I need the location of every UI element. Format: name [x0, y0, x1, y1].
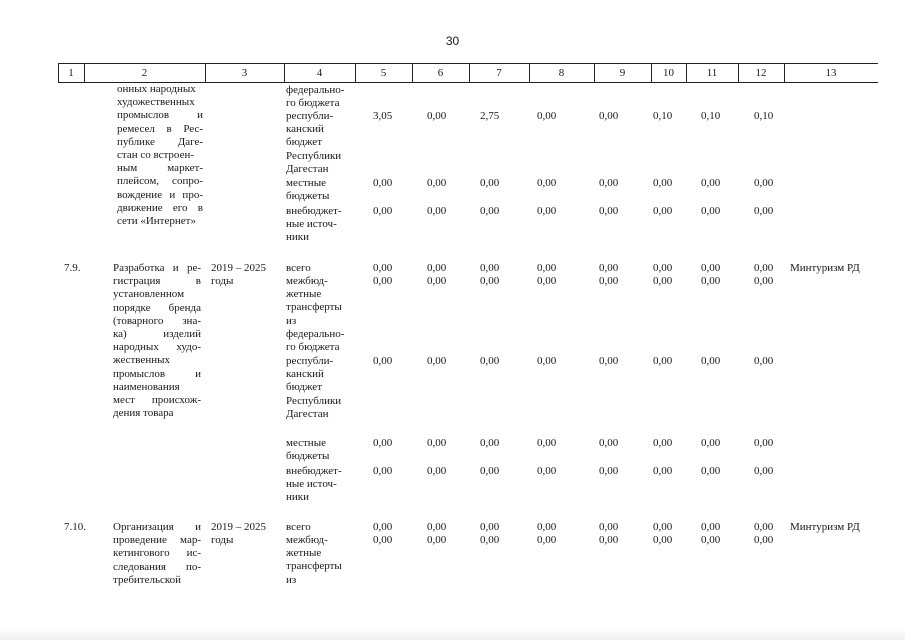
value-cell: 0,00	[427, 355, 447, 367]
text-line: жетные	[286, 288, 322, 301]
header-col-11: 11	[706, 67, 718, 79]
value-cell: 0,00	[480, 521, 500, 533]
text-line: порядке бренда	[113, 301, 201, 314]
value-cell: 0,00	[373, 534, 393, 546]
value-cell: 0,00	[599, 275, 619, 287]
value-cell: 0,10	[653, 110, 673, 122]
value-cell: 0,00	[701, 177, 721, 189]
value-cell: 0,00	[373, 205, 393, 217]
text-line: из	[286, 314, 297, 327]
value-cell: 0,00	[599, 465, 619, 477]
value-cell: 0,00	[427, 262, 447, 274]
text-line: публике Даге-	[117, 135, 203, 148]
value-cell: 0,10	[701, 110, 721, 122]
text-line: движение его в	[117, 201, 203, 214]
value-cell: 0,00	[373, 355, 393, 367]
value-cell: 0,00	[427, 110, 447, 122]
text-line: трансферты	[286, 560, 342, 573]
text-line: ным маркет-	[117, 162, 203, 175]
cont-src-federal	[286, 84, 344, 110]
value-cell: 0,00	[754, 262, 774, 274]
value-cell: 0,00	[701, 465, 721, 477]
value-cell: 0,00	[701, 205, 721, 217]
value-cell: 0,00	[653, 355, 673, 367]
value-cell: 0,00	[480, 534, 500, 546]
text-line: ремесел в Рес-	[117, 122, 203, 135]
row-7-9-event-name	[113, 262, 201, 420]
value-cell: 0,00	[599, 534, 619, 546]
value-cell: 0,00	[537, 465, 557, 477]
text-line: местные	[286, 437, 326, 449]
text-line: (товарного зна-	[113, 314, 201, 327]
text-line: го бюджета	[286, 97, 340, 110]
text-line: онных народных	[117, 83, 196, 95]
page-number: 30	[445, 34, 460, 48]
value-cell: 0,00	[373, 521, 393, 533]
value-cell: 0,00	[754, 205, 774, 217]
header-col-1: 1	[68, 67, 74, 79]
value-cell: 0,00	[480, 465, 500, 477]
value-cell: 0,00	[480, 355, 500, 367]
text-line: народных худо-	[113, 341, 201, 354]
row-7-10-executor: Минтуризм РД	[790, 521, 860, 533]
value-cell: 0,00	[480, 177, 500, 189]
value-cell: 0,00	[599, 262, 619, 274]
value-cell: 0,00	[653, 437, 673, 449]
cont-src-local	[286, 177, 329, 203]
value-cell: 0,00	[480, 275, 500, 287]
header-col-5: 5	[380, 67, 387, 79]
cont-src-republic	[286, 110, 341, 176]
header-col-9: 9	[619, 67, 626, 79]
value-cell: 0,00	[537, 177, 557, 189]
text-line: ники	[286, 491, 310, 504]
row-7-9-src-total: всего	[286, 262, 311, 274]
value-cell: 0,00	[653, 465, 673, 477]
value-cell: 0,00	[537, 205, 557, 217]
row-7-9-src-republic	[286, 355, 341, 421]
text-line: Республики	[286, 149, 342, 162]
value-cell: 0,00	[537, 262, 557, 274]
text-line: сети «Интернет»	[117, 215, 196, 228]
value-cell: 0,00	[373, 465, 393, 477]
value-cell: 0,00	[754, 437, 774, 449]
text-line: бюджет	[286, 381, 322, 394]
row-7-9-executor: Минтуризм РД	[790, 262, 860, 274]
header-col-8: 8	[558, 67, 565, 79]
value-cell: 0,00	[754, 275, 774, 287]
value-cell: 0,00	[653, 534, 673, 546]
value-cell: 0,00	[537, 521, 557, 533]
text-line: стан со встроен-	[117, 149, 194, 162]
text-line: канский	[286, 368, 324, 381]
text-line: республи-	[286, 110, 334, 122]
text-line: 2019 – 2025	[211, 521, 266, 533]
value-cell: 2,75	[480, 110, 500, 122]
value-cell: 0,10	[754, 110, 774, 122]
value-cell: 0,00	[373, 177, 393, 189]
row-7-10-src-total: всего	[286, 521, 311, 533]
value-cell: 0,00	[701, 262, 721, 274]
text-line: межбюд-	[286, 275, 328, 287]
text-line: требительской	[113, 573, 182, 586]
text-line: го бюджета	[286, 341, 340, 354]
value-cell: 0,00	[754, 521, 774, 533]
text-line: Дагестан	[286, 407, 329, 420]
value-cell: 0,00	[701, 355, 721, 367]
value-cell: 0,00	[599, 110, 619, 122]
value-cell: 0,00	[537, 437, 557, 449]
text-line: жетные	[286, 547, 322, 560]
text-line: установленном	[113, 288, 185, 301]
text-line: внебюджет-	[286, 205, 342, 217]
row-7-9-src-extrabudget	[286, 465, 342, 505]
cont-event-name	[117, 83, 203, 228]
row-7-9-period	[211, 262, 266, 288]
text-line: ные источ-	[286, 218, 337, 231]
text-line: ка) изделий	[113, 328, 201, 341]
text-line: местные	[286, 177, 326, 189]
value-cell: 0,00	[427, 534, 447, 546]
header-col-12: 12	[755, 67, 767, 79]
row-7-10-number: 7.10.	[64, 521, 86, 533]
row-7-9-number: 7.9.	[64, 262, 81, 274]
text-line: проведение мар-	[113, 534, 201, 547]
value-cell: 0,00	[427, 465, 447, 477]
text-line: годы	[211, 534, 234, 547]
header-col-2: 2	[141, 67, 148, 79]
value-cell: 0,00	[427, 275, 447, 287]
value-cell: 0,00	[599, 355, 619, 367]
value-cell: 0,00	[754, 465, 774, 477]
text-line: мест происхож-	[113, 394, 201, 407]
text-line: федерально-	[286, 327, 345, 340]
text-line: республи-	[286, 355, 334, 367]
scan-edge-shadow	[0, 628, 905, 640]
value-cell: 0,00	[754, 177, 774, 189]
text-line: ники	[286, 231, 310, 244]
text-line: Разработка и ре-	[113, 262, 201, 274]
value-cell: 0,00	[537, 110, 557, 122]
text-line: кетингового ис-	[113, 547, 201, 560]
value-cell: 0,00	[599, 521, 619, 533]
header-col-6: 6	[437, 67, 444, 79]
value-cell: 0,00	[537, 534, 557, 546]
text-line: бюджет	[286, 136, 322, 149]
value-cell: 0,00	[653, 521, 673, 533]
text-line: следования по-	[113, 560, 201, 573]
text-line: промыслов и	[113, 367, 201, 380]
value-cell: 0,00	[427, 177, 447, 189]
text-line: Дагестан	[286, 162, 329, 175]
text-line: плейсом, сопро-	[117, 175, 203, 188]
row-7-10-period	[211, 521, 266, 547]
value-cell: 0,00	[480, 437, 500, 449]
value-cell: 0,00	[373, 262, 393, 274]
text-line: внебюджет-	[286, 465, 342, 477]
text-line: бюджеты	[286, 190, 330, 203]
text-line: жественных	[113, 354, 170, 367]
value-cell: 0,00	[480, 262, 500, 274]
text-line: Республики	[286, 394, 342, 407]
text-line: канский	[286, 123, 324, 136]
header-col-4: 4	[316, 67, 323, 79]
text-line: межбюд-	[286, 534, 328, 546]
text-line: бюджеты	[286, 450, 330, 463]
text-line: федерально-	[286, 84, 345, 96]
row-7-9-src-interbudget	[286, 275, 344, 354]
value-cell: 0,00	[701, 534, 721, 546]
value-cell: 0,00	[427, 521, 447, 533]
value-cell: 0,00	[599, 205, 619, 217]
row-7-9-src-local	[286, 437, 329, 463]
text-line: трансферты	[286, 301, 342, 314]
text-line: вождение и про-	[117, 188, 203, 201]
table-header	[58, 63, 878, 83]
text-line: Организация и	[113, 521, 201, 533]
value-cell: 0,00	[537, 355, 557, 367]
header-col-3: 3	[241, 67, 248, 79]
value-cell: 0,00	[373, 275, 393, 287]
header-col-7: 7	[496, 67, 502, 79]
value-cell: 0,00	[427, 437, 447, 449]
value-cell: 0,00	[754, 534, 774, 546]
value-cell: 0,00	[653, 262, 673, 274]
value-cell: 0,00	[480, 205, 500, 217]
text-line: 2019 – 2025	[211, 262, 266, 274]
text-line: дения товара	[113, 407, 174, 420]
value-cell: 0,00	[537, 275, 557, 287]
value-cell: 0,00	[701, 521, 721, 533]
value-cell: 0,00	[653, 205, 673, 217]
text-line: наименования	[113, 380, 180, 393]
value-cell: 0,00	[701, 437, 721, 449]
value-cell: 0,00	[701, 275, 721, 287]
header-col-10: 10	[663, 67, 674, 79]
value-cell: 0,00	[653, 177, 673, 189]
text-line: ные источ-	[286, 478, 337, 491]
cont-src-extrabudget	[286, 205, 342, 245]
value-cell: 0,00	[754, 355, 774, 367]
value-cell: 0,00	[653, 275, 673, 287]
value-cell: 3,05	[373, 110, 393, 122]
text-line: из	[286, 573, 297, 586]
text-line: промыслов и	[117, 109, 203, 122]
header-col-13: 13	[825, 67, 837, 79]
text-line: годы	[211, 275, 234, 288]
row-7-10-event-name	[113, 521, 201, 587]
text-line: гистрация в	[113, 275, 201, 288]
text-line: художественных	[117, 96, 195, 109]
value-cell: 0,00	[599, 177, 619, 189]
value-cell: 0,00	[427, 205, 447, 217]
row-7-10-src-interbudget	[286, 534, 342, 587]
value-cell: 0,00	[373, 437, 393, 449]
value-cell: 0,00	[599, 437, 619, 449]
